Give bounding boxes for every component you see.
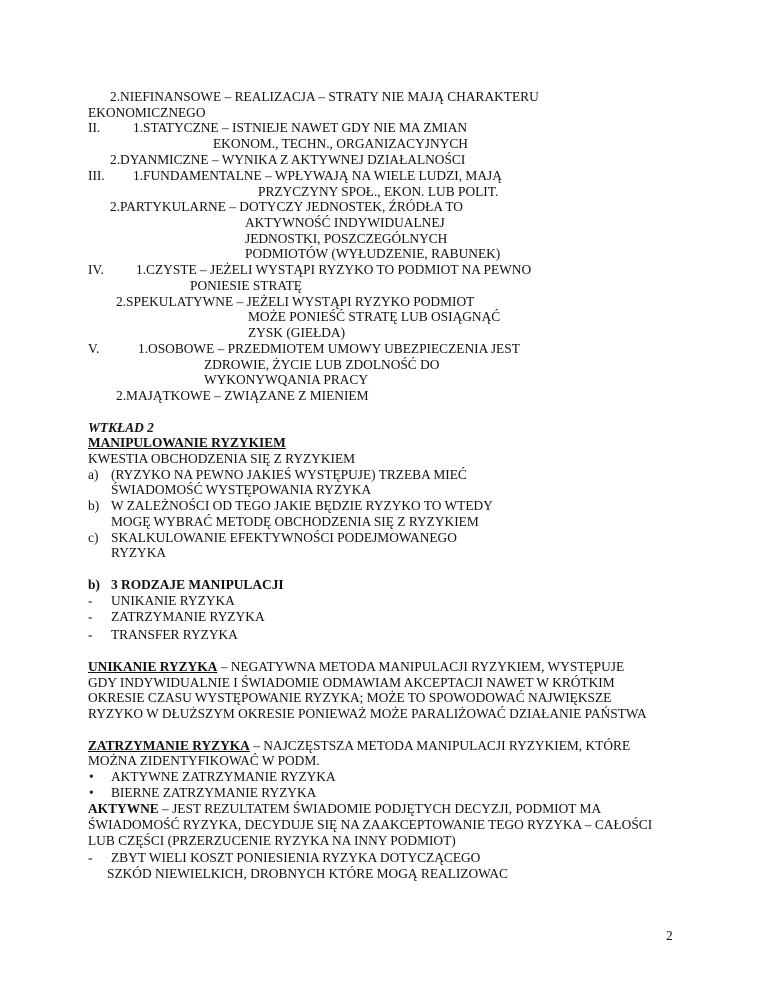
- paragraph-line: ŚWIADOMOŚĆ RYZYKA, DECYDUJE SIĘ NA ZAAKCEPTOWANIE TEGO RYZYKA – CAŁOŚCI: [88, 817, 653, 832]
- paragraph-line: SZKÓD NIEWIELKICH, DROBNYCH KTÓRE MOGĄ REALIZOWAC: [107, 866, 508, 881]
- paragraph-line: [88, 738, 630, 754]
- text-line: III.: [88, 168, 105, 183]
- text-line: MOGĘ WYBRAĆ METODĘ OBCHODZENIA SIĘ Z RYZYKIEM: [111, 514, 479, 529]
- text-line: SKALKULOWANIE EFEKTYWNOŚCI PODEJMOWANEGO: [111, 530, 457, 545]
- text-line: ŚWIADOMOŚĆ WYSTĘPOWANIA RYZYKA: [111, 482, 372, 497]
- text-line: 1.OSOBOWE – PRZEDMIOTEM UMOWY UBEZPIECZENIA JEST: [138, 341, 520, 356]
- term-label: AKTYWNE: [88, 801, 159, 816]
- text-line: 2.SPEKULATYWNE – JEŻELI WYSTĄPI RYZYKO PODMIOT: [116, 294, 475, 309]
- text-line: 1.CZYSTE – JEŻELI WYSTĄPI RYZYKO TO PODMIOT NA PEWNO: [136, 262, 532, 277]
- text-line: TRANSFER RYZYKA: [111, 627, 238, 642]
- bullet-icon: •: [89, 785, 94, 800]
- text-line: c): [88, 530, 99, 545]
- text-line: -: [88, 627, 93, 642]
- text-line: IV.: [88, 262, 104, 277]
- text-line: (RYZYKO NA PEWNO JAKIEŚ WYSTĘPUJE) TRZEBA MIEĆ: [111, 467, 467, 482]
- text-line: WYKONYWQANIA PRACY: [204, 372, 369, 387]
- section-text: – NAJCZĘSTSZA METODA MANIPULACJI RYZYKIEM, KTÓRE: [249, 738, 631, 753]
- text-line: JEDNOSTKI, POSZCZEGÓLNYCH: [245, 231, 448, 246]
- paragraph-line: -: [88, 850, 93, 865]
- page-number: 2: [666, 928, 673, 943]
- text-line: ZDROWIE, ŻYCIE LUB ZDOLNOŚĆ DO: [204, 357, 440, 372]
- text-line: PODMIOTÓW (WYŁUDZENIE, RABUNEK): [245, 246, 501, 261]
- section-heading: UNIKANIE RYZYKA: [88, 659, 218, 674]
- text-line: 2.PARTYKULARNE – DOTYCZY JEDNOSTEK, ŹRÓDŁA TO: [110, 199, 463, 214]
- text-line: EKONOM., TECHN., ORGANIZACYJNYCH: [213, 136, 468, 151]
- paragraph-line: [88, 659, 624, 675]
- text-line: -: [88, 593, 93, 608]
- text-line: 3 RODZAJE MANIPULACJI: [111, 577, 284, 592]
- text-line: a): [88, 467, 99, 482]
- text-line: b): [88, 577, 100, 592]
- text-line: MOŻE PONIEŚĆ STRATĘ LUB OSIĄGNĄĆ: [248, 309, 501, 324]
- bullet-item: AKTYWNE ZATRZYMANIE RYZYKA: [111, 769, 336, 784]
- section-heading: ZATRZYMANIE RYZYKA: [88, 738, 250, 753]
- text-line: 2.MAJĄTKOWE – ZWIĄZANE Z MIENIEM: [116, 388, 369, 403]
- text-line: MANIPULOWANIE RYZYKIEM: [88, 435, 286, 450]
- text-line: KWESTIA OBCHODZENIA SIĘ Z RYZYKIEM: [88, 451, 356, 466]
- text-line: V.: [88, 341, 100, 356]
- bullet-item: BIERNE ZATRZYMANIE RYZYKA: [111, 785, 317, 800]
- text-line: AKTYWNOŚĆ INDYWIDUALNEJ: [245, 215, 445, 230]
- text-line: 1.STATYCZNE – ISTNIEJE NAWET GDY NIE MA ZMIAN: [133, 120, 468, 135]
- section-text: – NEGATYWNA METODA MANIPULACJI RYZYKIEM, WYSTĘPUJE: [217, 659, 625, 674]
- text-line: II.: [88, 120, 101, 135]
- paragraph-line: ZBYT WIELI KOSZT PONIESIENIA RYZYKA DOTYCZĄCEGO: [111, 850, 481, 865]
- paragraph-line: MOŻNA ZIDENTYFIKOWAĆ W PODM.: [88, 753, 320, 768]
- paragraph-line: LUB CZĘŚCI (PRZERZUCENIE RYZYKA NA INNY PODMIOT): [88, 833, 456, 848]
- text-line: EKONOMICZNEGO: [88, 105, 206, 120]
- text-line: PRZYCZYNY SPOŁ., EKON. LUB POLIT.: [258, 184, 499, 199]
- text-line: UNIKANIE RYZYKA: [111, 593, 235, 608]
- text-line: -: [88, 609, 93, 624]
- bullet-icon: •: [89, 769, 94, 784]
- paragraph-line: OKRESIE CZASU WYSTĘPOWANIE RYZYKA; MOŻE TO SPOWODOWAĆ NAJWIĘKSZE: [88, 690, 612, 705]
- text-line: RYZYKA: [111, 545, 167, 560]
- text-line: b): [88, 498, 100, 513]
- text-line: ZYSK (GIEŁDA): [248, 325, 346, 340]
- paragraph-line: RYZYKO W DŁUŻSZYM OKRESIE PONIEWAŻ MOŻE PARALIŻOWAĆ DZIAŁANIE PAŃSTWA: [88, 706, 647, 721]
- text-line: W ZALEŻNOŚCI OD TEGO JAKIE BĘDZIE RYZYKO TO WTEDY: [111, 498, 493, 513]
- text-line: ZATRZYMANIE RYZYKA: [111, 609, 265, 624]
- paragraph-line: GDY INDYWIDUALNIE I ŚWIADOMIE ODMAWIAM AKCEPTACJI NAWET W KRÓTKIM: [88, 675, 615, 690]
- text-line: WTKŁAD 2: [88, 420, 154, 435]
- text-line: PONIESIE STRATĘ: [190, 278, 302, 293]
- text-line: 1.FUNDAMENTALNE – WPŁYWAJĄ NA WIELE LUDZI, MAJĄ: [133, 168, 502, 183]
- text-line: 2.NIEFINANSOWE – REALIZACJA – STRATY NIE MAJĄ CHARAKTERU: [110, 89, 539, 104]
- paragraph-line: [88, 801, 601, 817]
- term-definition: – JEST REZULTATEM ŚWIADOMIE PODJĘTYCH DECYZJI, PODMIOT MA: [158, 801, 602, 816]
- text-line: 2.DYANMICZNE – WYNIKA Z AKTYWNEJ DZIAŁALNOŚCI: [110, 152, 466, 167]
